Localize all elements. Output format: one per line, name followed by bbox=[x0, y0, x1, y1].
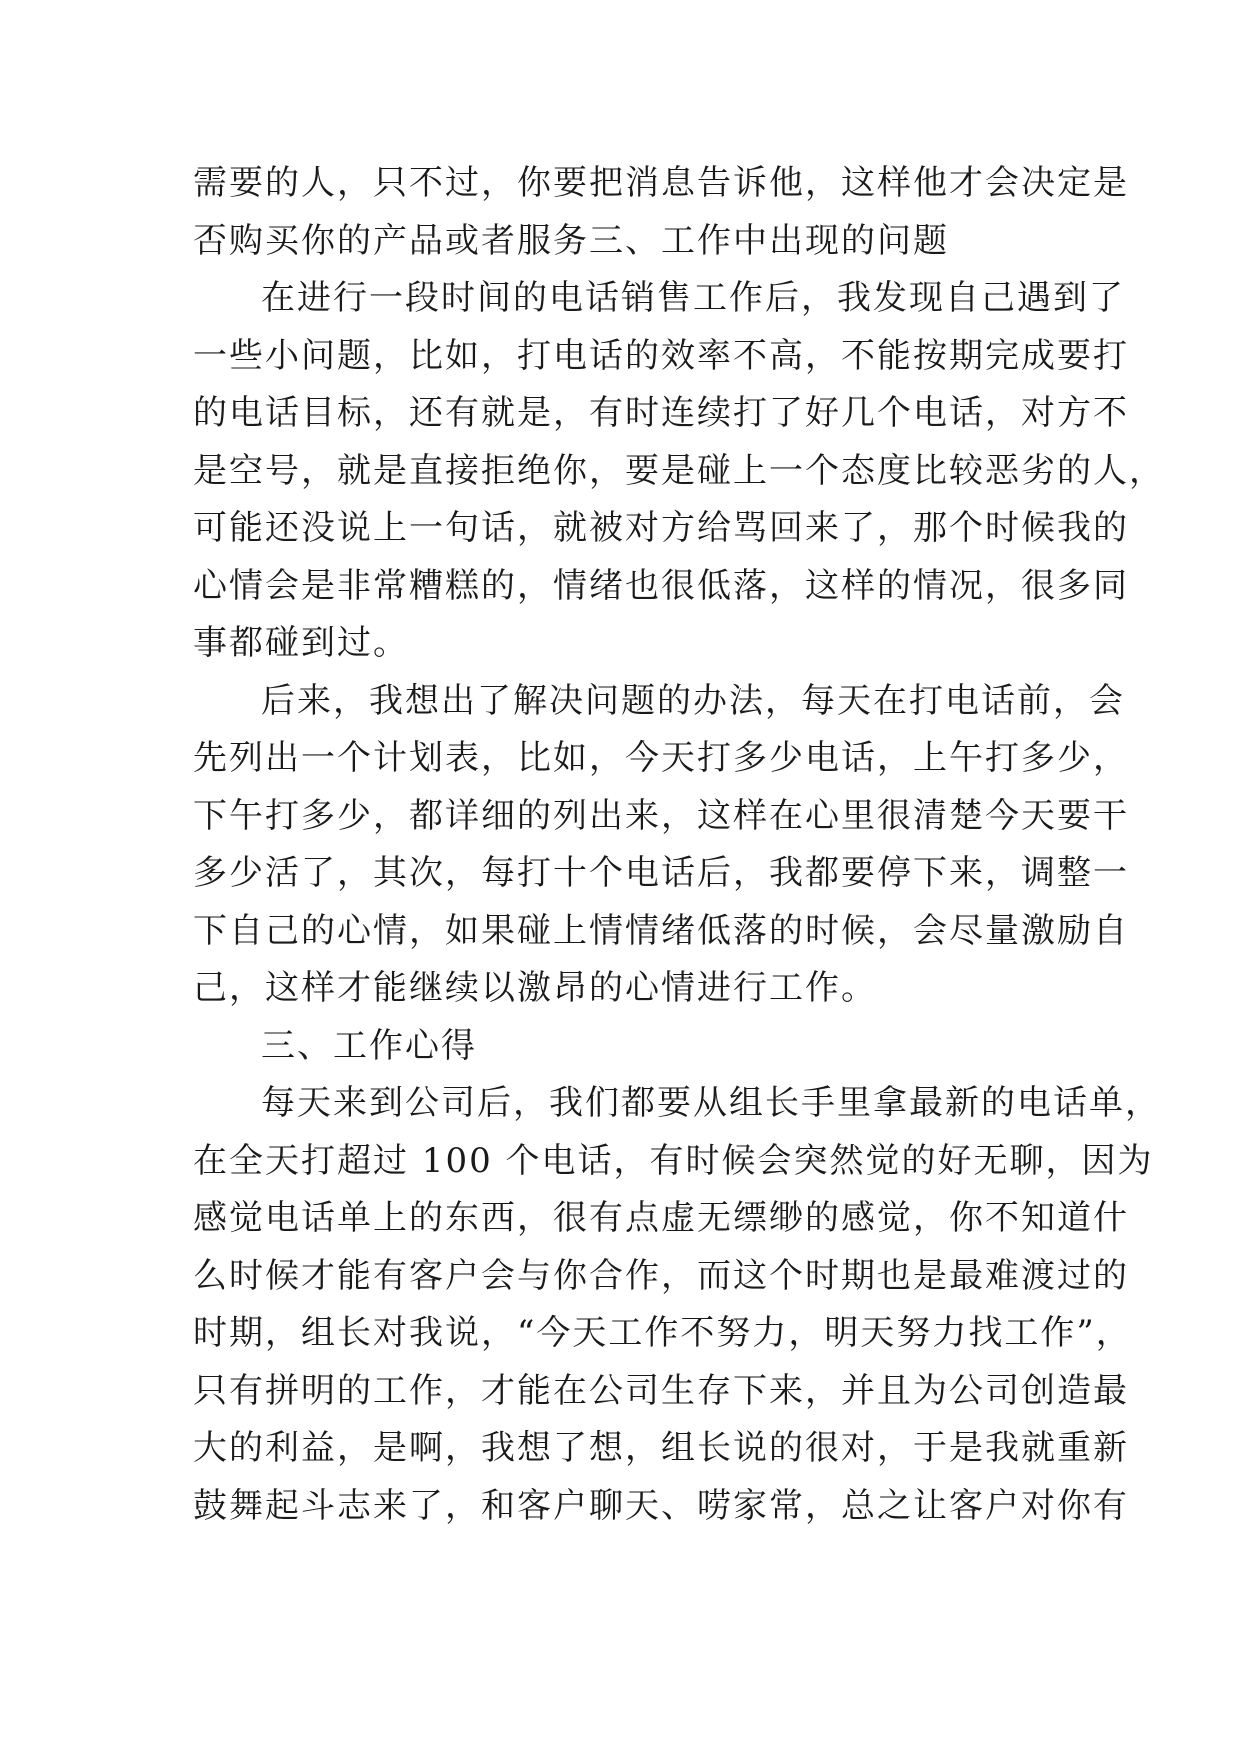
text-line: 下自己的心情，如果碰上情情绪低落的时候，会尽量激励自 bbox=[193, 910, 1129, 951]
text-line: 心情会是非常糟糕的，情绪也很低落，这样的情况，很多同 bbox=[193, 565, 1129, 606]
text-line: 在全天打超过 100 个电话，有时候会突然觉的好无聊，因为 bbox=[193, 1140, 1154, 1181]
text-line: 只有拼明的工作，才能在公司生存下来，并且为公司创造最 bbox=[193, 1370, 1129, 1411]
section-heading: 三、工作心得 bbox=[261, 1025, 477, 1066]
text-line: 事都碰到过。 bbox=[193, 623, 409, 663]
text-line: 的电话目标，还有就是，有时连续打了好几个电话，对方不 bbox=[193, 393, 1129, 433]
text-line: 己，这样才能继续以激昂的心情进行工作。 bbox=[193, 968, 877, 1008]
text-line: 多少活了，其次，每打十个电话后，我都要停下来，调整一 bbox=[193, 853, 1129, 893]
text-line: 先列出一个计划表，比如，今天打多少电话，上午打多少， bbox=[193, 738, 1129, 778]
text-line: 大的利益，是啊，我想了想，组长说的很对，于是我就重新 bbox=[193, 1428, 1129, 1468]
body-text bbox=[193, 155, 1165, 1535]
text-line: 后来，我想出了解决问题的办法，每天在打电话前，会 bbox=[261, 680, 1125, 721]
text-line: 鼓舞起斗志来了，和客户聊天、唠家常，总之让客户对你有 bbox=[193, 1485, 1129, 1526]
text-line: 时期，组长对我说，“今天工作不努力，明天努力找工作”， bbox=[193, 1313, 1132, 1353]
text-line: 一些小问题，比如，打电话的效率不高，不能按期完成要打 bbox=[193, 335, 1129, 376]
text-line: 否购买你的产品或者服务三、工作中出现的问题 bbox=[193, 220, 949, 261]
text-line: 在进行一段时间的电话销售工作后，我发现自己遇到了 bbox=[261, 278, 1125, 318]
text-line: 需要的人，只不过，你要把消息告诉他，这样他才会决定是 bbox=[193, 163, 1129, 203]
text-line: 可能还没说上一句话，就被对方给骂回来了，那个时候我的 bbox=[193, 508, 1129, 548]
text-line: 感觉电话单上的东西，很有点虚无缥缈的感觉，你不知道什 bbox=[193, 1198, 1129, 1238]
text-line: 么时候才能有客户会与你合作，而这个时期也是最难渡过的 bbox=[193, 1255, 1129, 1296]
text-line: 下午打多少，都详细的列出来，这样在心里很清楚今天要干 bbox=[193, 795, 1129, 836]
text-line: 每天来到公司后，我们都要从组长手里拿最新的电话单， bbox=[261, 1083, 1161, 1123]
text-line: 是空号，就是直接拒绝你，要是碰上一个态度比较恶劣的人， bbox=[193, 450, 1165, 491]
